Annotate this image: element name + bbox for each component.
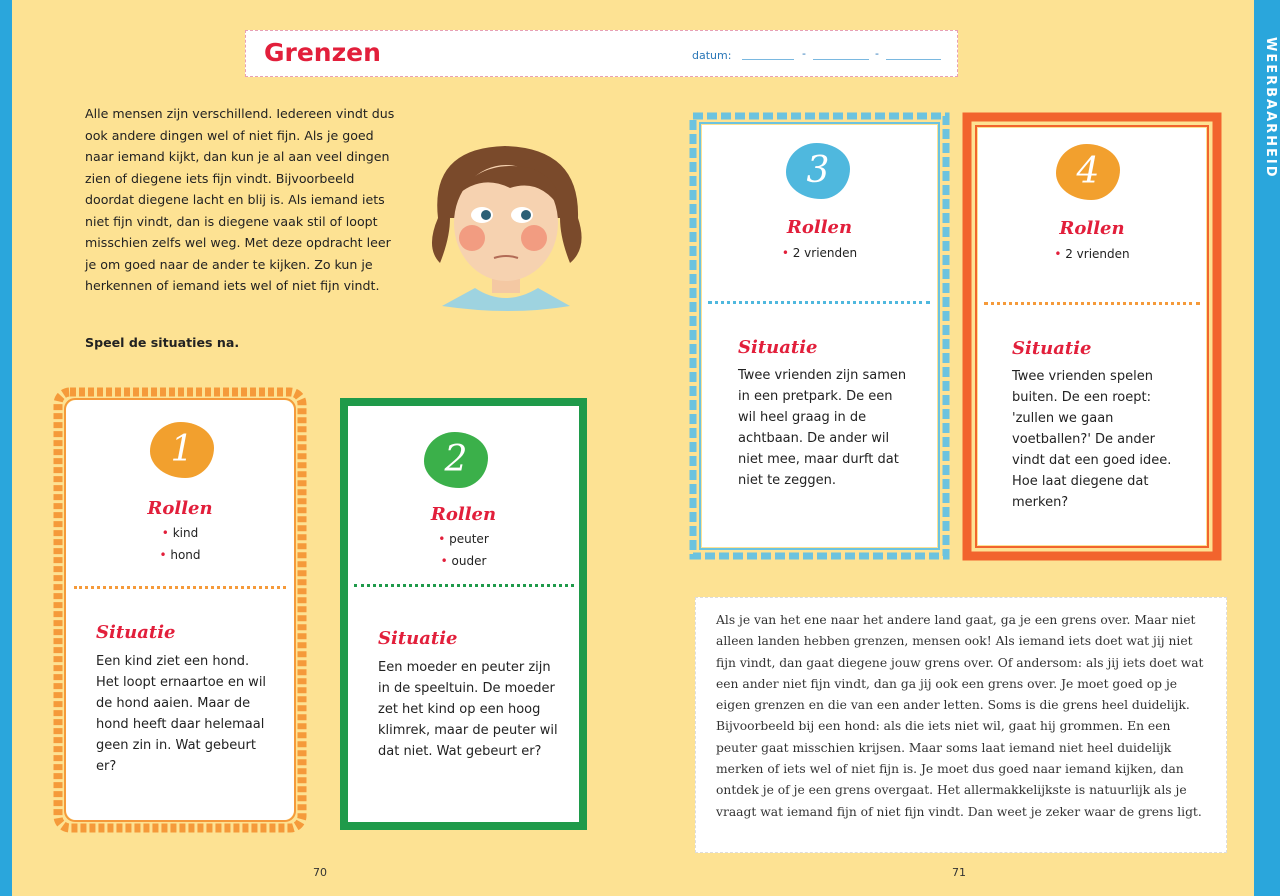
info-text-box [695,597,1227,853]
card-2-number-badge: 2 [424,432,488,488]
card-3-situation-title: Situatie [738,337,818,358]
right-page-edge [1254,0,1280,896]
child-face-illustration [420,138,590,313]
card-2-role: • ouder [440,554,487,568]
card-3-body [702,125,937,547]
page-number-left: 70 [313,866,327,879]
instruction-text: Speel de situaties na. [85,335,240,350]
role-card-2 [336,394,591,834]
card-4-roles-title: Rollen [1059,218,1125,239]
date-field-year[interactable] [886,59,941,60]
card-4-divider [984,302,1200,305]
card-4-number-badge: 4 [1056,144,1120,200]
date-field-month[interactable] [813,59,869,60]
card-3-situation-text: Twee vrienden zijn samen in een pretpark. De een wil heel graag in de achtbaan. De ander wil niet mee, maar durft dat niet te zeggen. [738,368,907,488]
card-2-situation-text: Een moeder en peuter zijn in de speeltuin. De moeder zet het kind op een hoog klimrek, maar de peuter wil dat niet. Wat gebeurt er? [378,660,558,759]
card-3-role: • 2 vrienden [781,246,858,260]
role-card-3 [688,111,951,561]
card-1-situation-title: Situatie [96,622,176,643]
role-card-4 [962,112,1222,561]
card-2-roles-title: Rollen [430,504,497,525]
card-1-number-badge: 1 [150,422,214,478]
right-cheek-shape [521,225,547,251]
left-page-edge [0,0,12,896]
card-3-roles-title: Rollen [786,217,853,238]
page-number-right: 71 [952,866,966,879]
section-side-label: WEERBAARHEID [1263,37,1278,179]
date-field-day[interactable] [742,59,794,60]
card-1-situation-text: Een kind ziet een hond. Het loopt ernaartoe en wil de hond aaien. Maar de hond heeft daar helemaal geen zin in. Wat gebeurt er? [96,654,267,774]
card-3-divider [708,301,930,304]
worksheet-header [245,30,958,77]
card-3-number-badge: 3 [786,143,850,199]
card-2-divider [354,584,574,587]
info-paragraph: Als je van het ene naar het andere land gaat, ga je een grens over. Maar niet alleen landen hebben grenzen, mensen ook! Als iemand iets doet wat jij niet fijn vindt, dan gaat diegene jouw grens over. Of andersom: als jij iets doet wat een ander niet fijn vindt, dan ga jij ook een grens over. Je moet goed op je eigen grenzen en die van een ander letten. Soms is die grens heel duidelijk. Bijvoorbeeld bij een hond: als die iets niet wil, gaat hij grommen. En een peuter gaat misschien krijsen. Maar soms laat iemand niet heel duidelijk merken of iets wel of niet fijn is. Je moet dus goed naar iemand kijken, dan ontdek je of je een grens overgaat. Het allermakkelijkste is natuurlijk als je vraagt wat iemand fijn of niet fijn vindt. Dan weet je zeker waar de grens ligt. [716,613,1204,819]
card-4-situation-text: Twee vrienden spelen buiten. De een roept: 'zullen we gaan voetballen?' De ander vindt dat een goed idee. Hoe laat diegene dat merken? [1012,369,1172,510]
date-separator: - [802,47,806,60]
card-4-body [978,128,1206,545]
date-separator: - [875,47,879,60]
card-1-body [66,400,294,820]
left-cheek-shape [459,225,485,251]
intro-paragraph: Alle mensen zijn verschillend. Iedereen vindt dus ook andere dingen wel of niet fijn. Als je goed naar iemand kijkt, dan kun je al aan veel dingen zien of diegene iets fijn vindt. Bijvoorbeeld doordat diegene lacht en blij is. Als iemand iets niet fijn vindt, dan is diegene vaak stil of loopt misschien zelfs wel weg. Met deze opdracht leer je om goed naar de ander te kijken. Zo kun je herkennen of iemand iets wel of niet fijn vindt. [85,106,395,293]
page-title: Grenzen [264,38,381,67]
role-card-1 [52,386,308,834]
card-1-divider [74,586,286,589]
card-4-role: • 2 vrienden [1054,247,1130,261]
card-4-situation-title: Situatie [1012,338,1092,359]
card-2-situation-title: Situatie [378,628,458,649]
card-2-role: • peuter [438,532,489,546]
card-2-body [348,406,579,822]
date-label: datum: [692,49,732,62]
card-1-role: • hond [159,548,201,562]
card-1-role: • kind [161,526,199,540]
card-1-roles-title: Rollen [147,498,213,519]
